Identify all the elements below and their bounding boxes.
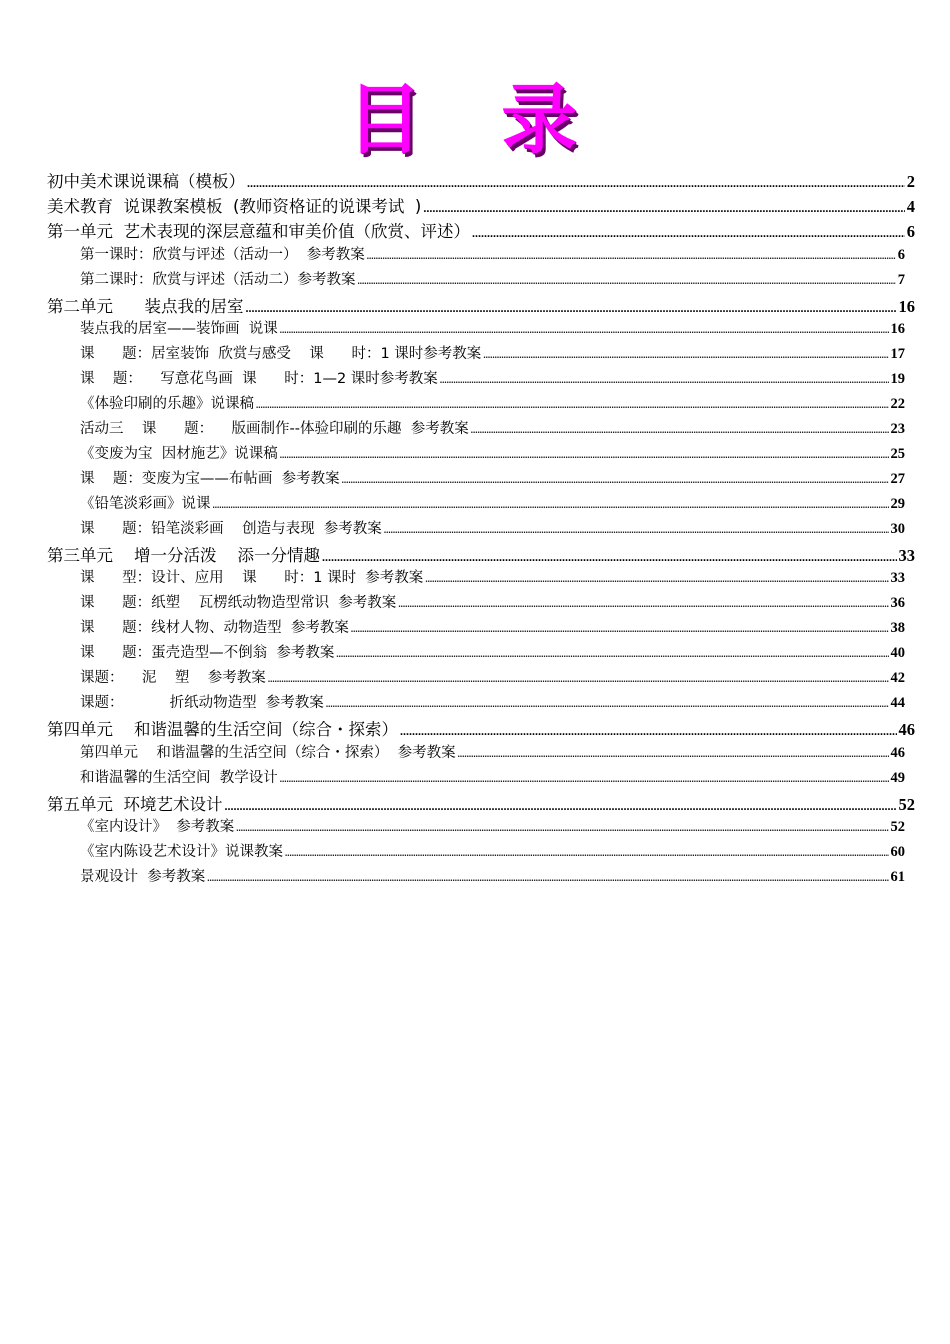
- toc-page-number: 6: [897, 246, 905, 263]
- toc-entry-title: 第四单元 和谐温馨的生活空间（综合・探索）: [47, 719, 398, 739]
- toc-entry-lesson[interactable]: [80, 865, 905, 886]
- toc-entry-lesson[interactable]: [80, 591, 905, 612]
- toc-leader-dots: [280, 774, 889, 784]
- toc-page-number: 7: [897, 271, 905, 288]
- toc-page-number: 25: [890, 445, 905, 462]
- toc-entry-title: 装点我的居室——装饰画 说课: [80, 321, 278, 338]
- toc-entry-unit[interactable]: [47, 168, 915, 192]
- toc-page-number: 4: [906, 196, 915, 216]
- toc-entry-lesson[interactable]: [80, 766, 905, 787]
- toc-leader-dots: [213, 500, 889, 510]
- toc-entry-lesson[interactable]: [80, 342, 905, 363]
- toc-entry-lesson[interactable]: [80, 840, 905, 861]
- toc-entry-lesson[interactable]: [80, 268, 905, 289]
- toc-leader-dots: [236, 823, 888, 833]
- toc-entry-title: 第一课时：欣赏与评述（活动一） 参考教案: [80, 246, 365, 263]
- toc-leader-dots: [384, 525, 889, 535]
- toc-page-number: 49: [890, 769, 905, 786]
- toc-leader-dots: [256, 400, 889, 410]
- toc-entry-unit[interactable]: [47, 293, 915, 317]
- toc-leader-dots: [322, 550, 897, 565]
- toc-leader-dots: [285, 848, 889, 858]
- toc-leader-dots: [268, 674, 889, 684]
- toc-entry-title: 第四单元 和谐温馨的生活空间（综合・探索） 参考教案: [80, 744, 456, 761]
- toc-entry-lesson[interactable]: [80, 367, 905, 388]
- toc-leader-dots: [423, 201, 904, 216]
- toc-leader-dots: [358, 276, 896, 286]
- toc-page-number: 61: [890, 869, 905, 886]
- toc-entry-title: 第二单元 装点我的居室: [47, 296, 244, 316]
- toc-page-number: 33: [890, 570, 905, 587]
- toc-entry-title: 课 题：变废为宝——布帖画 参考教案: [80, 470, 340, 487]
- toc-entry-title: 第三单元 增一分活泼 添一分情趣: [47, 545, 320, 565]
- toc-entry-lesson[interactable]: [80, 492, 905, 513]
- toc-page-number: 46: [898, 719, 915, 739]
- toc-entry-title: 第二课时：欣赏与评述（活动二）参考教案: [80, 271, 356, 288]
- toc-entry-title: 美术教育 说课教案模板 (教师资格证的说课考试 ): [47, 196, 422, 216]
- toc-page-number: 33: [898, 545, 915, 565]
- toc-leader-dots: [247, 176, 905, 191]
- toc-page-number: 30: [890, 520, 905, 537]
- toc-entry-lesson[interactable]: [80, 243, 905, 264]
- toc-entry-title: 《铅笔淡彩画》说课: [80, 495, 211, 512]
- toc-page-number: 19: [890, 371, 905, 388]
- toc-leader-dots: [458, 749, 889, 759]
- toc-leader-dots: [351, 624, 889, 634]
- toc-entry-title: 第五单元 环境艺术设计: [47, 794, 223, 814]
- toc-entry-title: 初中美术课说课稿（模板）: [47, 172, 245, 191]
- toc-leader-dots: [336, 649, 888, 659]
- toc-entry-title: 课 题：居室装饰 欣赏与感受 课 时：1 课时参考教案: [80, 346, 482, 363]
- toc-leader-dots: [280, 325, 889, 335]
- toc-entry-lesson[interactable]: [80, 517, 905, 538]
- toc-entry-lesson[interactable]: [80, 641, 905, 662]
- toc-page-number: 52: [890, 819, 905, 836]
- toc-entry-unit[interactable]: [47, 791, 915, 815]
- toc-leader-dots: [367, 251, 896, 261]
- toc-entry-title: 第一单元 艺术表现的深层意蕴和审美价值（欣赏、评述）: [47, 221, 470, 241]
- toc-leader-dots: [245, 301, 896, 316]
- toc-page-number: 40: [890, 645, 905, 662]
- toc-entry-lesson[interactable]: [80, 566, 905, 587]
- toc-entry-title: 课题： 泥 塑 参考教案: [80, 670, 266, 686]
- toc-page-number: 2: [906, 172, 915, 191]
- toc-page-number: 42: [890, 670, 905, 686]
- toc-leader-dots: [483, 350, 888, 360]
- toc-entry-lesson[interactable]: [80, 691, 905, 712]
- toc-entry-title: 课 题：铅笔淡彩画 创造与表现 参考教案: [80, 520, 382, 537]
- toc-entry-title: 《室内设计》 参考教案: [80, 819, 235, 836]
- toc-page-number: 16: [890, 321, 905, 338]
- toc-page-number: 44: [890, 694, 905, 711]
- toc-entry-title: 景观设计 参考教案: [80, 869, 206, 886]
- toc-leader-dots: [472, 226, 905, 241]
- toc-entry-lesson[interactable]: [80, 741, 905, 762]
- toc-entry-lesson[interactable]: [80, 392, 905, 413]
- toc-entry-lesson[interactable]: [80, 616, 905, 637]
- toc-leader-dots: [400, 724, 897, 739]
- toc-page-number: 27: [890, 470, 905, 487]
- page-title: 目 录: [346, 75, 604, 164]
- toc-leader-dots: [326, 699, 889, 709]
- toc-entry-lesson[interactable]: [80, 467, 905, 488]
- toc-entry-title: 和谐温馨的生活空间 教学设计: [80, 769, 278, 786]
- toc-entry-title: 《体验印刷的乐趣》说课稿: [80, 396, 254, 413]
- toc-page-number: 6: [906, 221, 915, 241]
- toc-leader-dots: [342, 475, 889, 485]
- toc-leader-dots: [471, 425, 889, 435]
- toc-entry-title: 课 题：蛋壳造型—不倒翁 参考教案: [80, 645, 335, 662]
- toc-leader-dots: [207, 873, 888, 883]
- toc-page-number: 23: [890, 421, 905, 437]
- toc-page-number: 16: [898, 296, 915, 316]
- toc-entry-title: 《室内陈设艺术设计》说课教案: [80, 844, 283, 861]
- toc-page-number: 22: [890, 396, 905, 413]
- toc-leader-dots: [280, 450, 889, 460]
- toc-leader-dots: [425, 574, 888, 584]
- toc-page-number: 17: [890, 346, 905, 363]
- toc-entry-lesson[interactable]: [80, 442, 905, 463]
- toc-entry-lesson[interactable]: [80, 815, 905, 836]
- toc-entry-title: 课 型：设计、应用 课 时：1 课时 参考教案: [80, 570, 424, 587]
- toc-entry-lesson[interactable]: [80, 666, 905, 687]
- toc-entry-title: 课题： 折纸动物造型 参考教案: [80, 694, 324, 711]
- toc-entry-title: 《变废为宝 因材施艺》说课稿: [80, 445, 278, 462]
- toc-page-number: 46: [890, 744, 905, 761]
- toc-page-number: 29: [890, 495, 905, 512]
- toc-leader-dots: [225, 799, 897, 814]
- toc-page-number: 52: [898, 794, 915, 814]
- toc-entry-title: 课 题：线材人物、动物造型 参考教案: [80, 620, 349, 637]
- toc-entry-unit[interactable]: [47, 218, 915, 242]
- toc-entry-unit[interactable]: [47, 193, 915, 217]
- toc-entry-title: 活动三 课 题： 版画制作--体验印刷的乐趣 参考教案: [80, 421, 469, 437]
- toc-leader-dots: [398, 599, 888, 609]
- toc-page-number: 38: [890, 620, 905, 637]
- toc-page-number: 36: [890, 595, 905, 612]
- toc-leader-dots: [440, 375, 889, 385]
- toc-entry-title: 课 题： 写意花鸟画 课 时：1—2 课时参考教案: [80, 371, 438, 388]
- toc-entry-title: 课 题：纸塑 瓦楞纸动物造型常识 参考教案: [80, 595, 397, 612]
- toc-entry-lesson[interactable]: [80, 317, 905, 338]
- toc-entry-lesson[interactable]: [80, 417, 905, 438]
- toc-entry-unit[interactable]: [47, 716, 915, 740]
- toc-entry-unit[interactable]: [47, 542, 915, 566]
- toc-page-number: 60: [890, 844, 905, 861]
